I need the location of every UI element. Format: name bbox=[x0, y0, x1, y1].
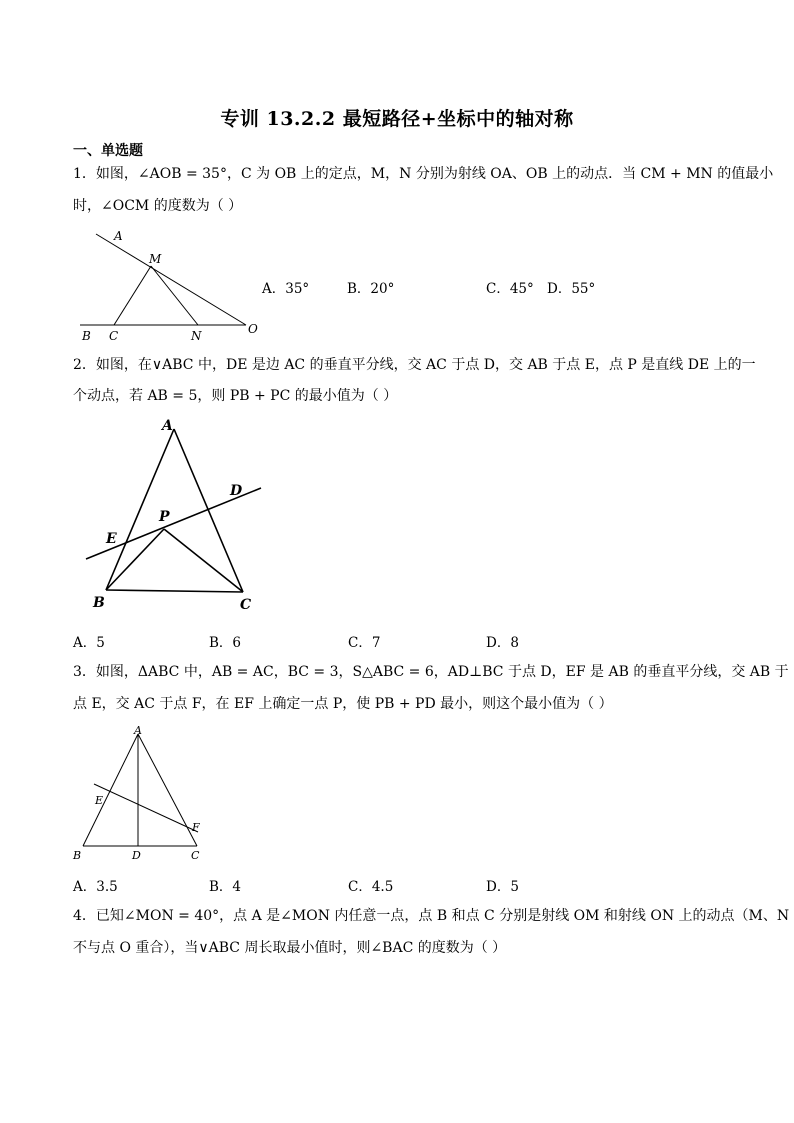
q2-stem-line1: 2．如图，在∨ABC 中，DE 是边 AC 的垂直平分线，交 AC 于点 D，交 AB 于点 E，点 P 是直线 DE 上的一 bbox=[73, 357, 756, 373]
q1-label-n: N bbox=[191, 329, 202, 343]
q3-option-d[interactable]: D．5 bbox=[486, 879, 519, 895]
q2-label-p: P bbox=[159, 509, 170, 525]
q4-stem-line1: 4．已知∠MON = 40°，点 A 是∠MON 内任意一点，点 B 和点 C 分别是射线 OM 和射线 ON 上的动点（M、N bbox=[73, 908, 790, 924]
q3-label-c: C bbox=[191, 849, 200, 862]
q3-stem-line2: 点 E，交 AC 于点 F，在 EF 上确定一点 P，使 PB + PD 最小，则这个最小值为（ ） bbox=[73, 696, 613, 712]
q3-label-e: E bbox=[95, 794, 104, 807]
q2-label-c: C bbox=[240, 597, 252, 613]
q3-option-a[interactable]: A．3.5 bbox=[73, 879, 118, 895]
q3-label-f: F bbox=[192, 821, 200, 834]
q3-option-c[interactable]: C．4.5 bbox=[348, 879, 394, 895]
q1-label-b: B bbox=[82, 329, 91, 343]
q3-label-a: A bbox=[134, 724, 142, 737]
q1-label-a: A bbox=[114, 229, 123, 243]
q1-option-a[interactable]: A．35° bbox=[262, 281, 310, 297]
q1-stem-line2: 时，∠OCM 的度数为（ ） bbox=[73, 198, 243, 214]
q2-label-e: E bbox=[106, 531, 117, 547]
q2-label-d: D bbox=[230, 483, 243, 499]
section-heading: 一、单选题 bbox=[73, 143, 143, 159]
q1-option-d[interactable]: D．55° bbox=[547, 281, 596, 297]
page-title: 专训 13.2.2 最短路径+坐标中的轴对称 bbox=[220, 108, 574, 130]
q3-stem-line1: 3．如图，ΔABC 中，AB = AC，BC = 3，S△ABC = 6，AD⊥BC 于点 D，EF 是 AB 的垂直平分线，交 AB 于 bbox=[73, 664, 789, 680]
q2-label-b: B bbox=[93, 595, 105, 611]
q2-option-a[interactable]: A．5 bbox=[73, 635, 105, 651]
q1-stem-line1: 1．如图，∠AOB = 35°，C 为 OB 上的定点，M，N 分别为射线 OA、OB 上的动点．当 CM + MN 的值最小 bbox=[73, 166, 774, 182]
q1-label-o: O bbox=[248, 322, 258, 336]
q2-figure bbox=[76, 412, 276, 617]
q4-stem-line2: 不与点 O 重合），当∨ABC 周长取最小值时，则∠BAC 的度数为（ ） bbox=[73, 940, 507, 956]
q3-option-b[interactable]: B．4 bbox=[209, 879, 242, 895]
q2-option-d[interactable]: D．8 bbox=[486, 635, 519, 651]
q1-label-c: C bbox=[109, 329, 119, 343]
q1-option-b[interactable]: B．20° bbox=[347, 281, 395, 297]
q1-option-c[interactable]: C．45° bbox=[486, 281, 534, 297]
q2-label-a: A bbox=[162, 418, 173, 434]
q2-stem-line2: 个动点，若 AB = 5，则 PB + PC 的最小值为（ ） bbox=[73, 388, 398, 404]
q1-figure bbox=[76, 226, 266, 346]
q1-label-m: M bbox=[149, 252, 162, 266]
q3-label-b: B bbox=[73, 849, 82, 862]
q2-option-c[interactable]: C．7 bbox=[348, 635, 381, 651]
q3-label-d: D bbox=[132, 849, 141, 862]
q3-figure bbox=[70, 722, 220, 864]
q2-option-b[interactable]: B．6 bbox=[209, 635, 242, 651]
